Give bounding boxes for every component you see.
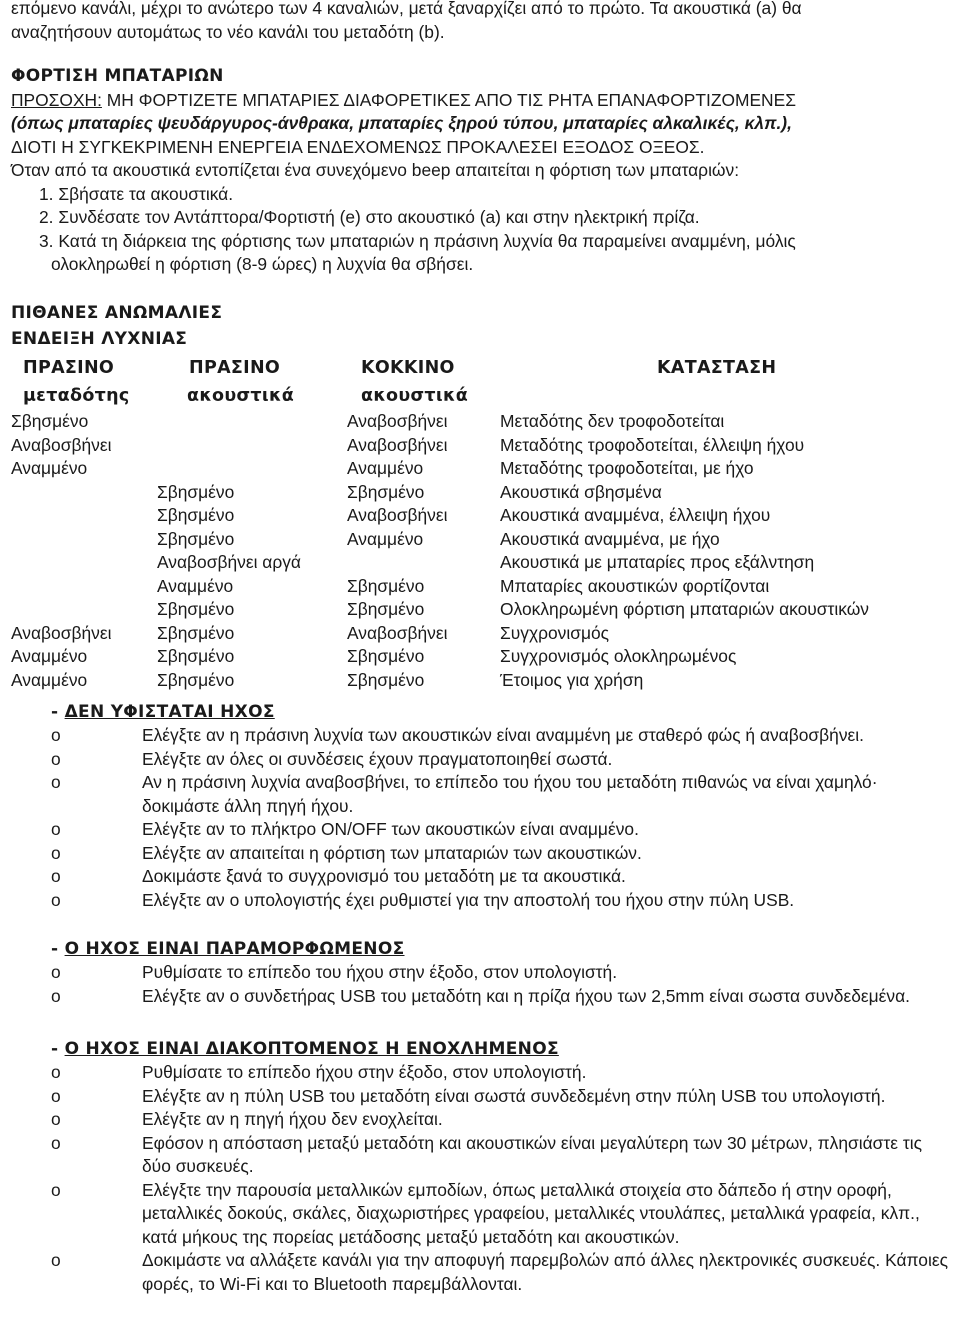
table-row [11,410,950,434]
interrupted-title: - Ο ΗΧΟΣ ΕΙΝΑΙ ΔΙΑΚΟΠΤΟΜΕΝΟΣ Η ΕΝΟΧΛΗΜΕΝΟΣ [51,1039,559,1059]
distorted-list [11,961,951,1008]
list-item-text: Εφόσον η απόσταση μεταξύ μεταδότη και ακουστικών είναι μεγαλύτερη των 30 μέτρων, πλησιάστε τις δύο συσκευές. [142,1132,922,1176]
bullet-marker: o [51,772,61,792]
charging-step: ολοκληρωθεί η φόρτιση (8-9 ώρες) η λυχνία θα σβήσει. [51,254,474,274]
table-row [11,669,950,693]
table-cell [11,551,157,575]
bullet-marker: o [51,889,61,910]
table-cell: Αναβοσβήνει αργά [157,552,301,572]
bullet-marker: o [51,1250,61,1270]
table-cell [11,504,157,528]
charging-title: ΦΟΡΤΙΣΗ ΜΠΑΤΑΡΙΩΝ [11,66,224,86]
charging-step: 2. Συνδέσατε τον Αντάπτορα/Φορτιστή (e) στο ακουστικό (a) και στην ηλεκτρική πρίζα. [39,207,700,227]
list-item [11,1132,951,1179]
status-table [11,354,950,692]
list-item [11,985,951,1009]
table-cell: Σβησμένο [157,622,235,643]
table-row [11,528,950,552]
no-sound-title: - ΔΕΝ ΥΦΙΣΤΑΤΑΙ ΗΧΟΣ [51,702,275,722]
list-item [11,865,951,889]
list-item [11,1179,951,1250]
list-item-text: Ελέγξτε αν η πύλη USB του μεταδότη είναι σωστά συνδεδεμένη στην πύλη USB του υπολογιστή. [142,1085,886,1106]
bullet-marker: o [51,1132,61,1153]
bullet-marker: o [51,1179,61,1200]
list-item-text: Ρυθμίσατε το επίπεδο του ήχου στην έξοδο, στον υπολογιστή. [142,962,618,982]
table-cell: Σβησμένο [11,411,89,431]
table-cell: Σβησμένο [347,481,425,502]
table-header: ΠΡΑΣΙΝΟ ακουστικά [187,358,295,406]
warning-label: ΠΡΟΣΟΧΗ: [11,89,102,110]
table-cell [157,434,347,458]
intro-line: επόμενο κανάλι, μέχρι το ανώτερο των 4 καναλιών, μετά ξαναρχίζει από το πρώτο. Τα ακουστικά (a) θα [11,0,802,18]
no-sound-section [11,700,951,912]
table-cell: Αναμμένο [11,458,88,478]
table-header: ΠΡΑΣΙΝΟ μεταδότης [23,358,130,406]
table-cell: Αναμμένο [347,458,424,478]
bullet-marker: o [51,962,61,982]
table-cell: Σβησμένο [157,481,235,502]
table-row [11,481,950,505]
table-cell: Σβησμένο [157,669,235,690]
list-item [11,842,951,866]
list-item-text: Ρυθμίσατε το επίπεδο ήχου στην έξοδο, στον υπολογιστή. [142,1062,587,1082]
table-cell: Ακουστικά αναμμένα, έλλειψη ήχου [500,505,771,525]
no-sound-list [11,724,951,912]
table-cell: Αναβοσβήνει [347,434,448,455]
anomalies-heading [11,300,222,352]
table-cell: Αναμμένο [11,669,88,690]
table-cell [11,528,157,552]
list-item [11,818,951,842]
intro-paragraph [11,0,802,44]
table-row [11,434,950,458]
table-row [11,575,950,599]
table-cell: Ακουστικά με μπαταρίες προς εξάλντηση [500,552,815,572]
table-row [11,645,950,669]
charging-section [11,65,796,277]
list-item-text: Ελέγξτε την παρουσία μεταλλικών εμποδίων, όπως μεταλλικά στοιχεία στο δάπεδο ή στην οροφή, μεταλλικές δοκούς, σκάλες, διαχωριστήρες γραφείου, μεταλλικές ντουλάπες, μεταλλικά γραφεία, κλπ., κατά μήκους της πορείας μετάδοσης μεταξύ μεταδότη και ακουστικών. [142,1179,920,1247]
bullet-marker: o [51,725,61,745]
list-item-text: Αν η πράσινη λυχνία αναβοσβήνει, το επίπεδο του ήχου του μεταδότη πιθανώς να είναι χαμηλό· δοκιμάστε άλλη πηγή ήχου. [142,772,878,816]
table-cell: Αναμμένο [157,575,234,596]
table-cell: Αναβοσβήνει [347,622,448,643]
warning-reason: ΔΙΟΤΙ Η ΣΥΓΚΕΚΡΙΜΕΝΗ ΕΝΕΡΓΕΙΑ ΕΝΔΕΧΟΜΕΝΩΣ ΠΡΟΚΑΛΕΣΕΙ ΕΞΟΔΟΣ ΟΞΕΟΣ. [11,136,705,157]
list-item-text: Ελέγξτε αν η πηγή ήχου δεν ενοχλείται. [142,1109,443,1129]
table-row [11,622,950,646]
bullet-marker: o [51,748,61,769]
table-row [11,457,950,481]
table-cell: Αναμμένο [347,528,424,549]
warning-text: ΜΗ ΦΟΡΤΙΖΕΤΕ ΜΠΑΤΑΡΙΕΣ ΔΙΑΦΟΡΕΤΙΚΕΣ ΑΠΟ ΤΙΣ ΡΗΤΑ ΕΠΑΝΑΦΟΡΤΙΖΟΜΕΝΕΣ [101,89,796,110]
table-cell: Σβησμένο [347,575,425,596]
table-header: ΚΑΤΑΣΤΑΣΗ [657,358,777,378]
table-cell: Αναμμένο [11,646,88,666]
distorted-title: - Ο ΗΧΟΣ ΕΙΝΑΙ ΠΑΡΑΜΟΡΦΩΜΕΝΟΣ [51,939,405,959]
table-cell: Ολοκληρωμένη φόρτιση μπαταριών ακουστικών [500,599,870,619]
list-item-text: Δοκιμάστε ξανά το συγχρονισμό του μεταδότη με τα ακουστικά. [142,866,626,886]
bullet-marker: o [51,842,61,863]
table-cell [11,598,157,622]
list-item-text: Ελέγξτε αν το πλήκτρο ON/OFF των ακουστικών είναι αναμμένο. [142,819,639,839]
table-cell: Ακουστικά αναμμένα, με ήχο [500,528,720,549]
table-cell: Αναβοσβήνει [11,434,112,455]
table-cell: Σβησμένο [157,505,235,525]
bullet-marker: o [51,1085,61,1106]
list-item [11,724,951,748]
table-cell: Έτοιμος για χρήση [500,669,644,690]
distorted-section [11,937,951,1008]
table-cell: Σβησμένο [157,646,235,666]
table-cell [11,481,157,505]
list-item-text: Ελέγξτε αν ο υπολογιστής έχει ρυθμιστεί για την αποστολή του ήχου στην πύλη USB. [142,889,795,910]
list-item-text: Ελέγξτε αν απαιτείται η φόρτιση των μπαταριών των ακουστικών. [142,842,642,863]
table-row [11,551,950,575]
charging-warning [11,89,796,113]
table-cell [347,551,500,575]
list-item [11,1249,951,1296]
table-cell [157,410,347,434]
list-item-text: Ελέγξτε αν ο συνδετήρας USB του μεταδότη και η πρίζα ήχου των 2,5mm είναι σωστα συνδεδεμένα. [142,985,911,1006]
list-item [11,771,951,818]
table-cell: Σβησμένο [347,669,425,690]
table-cell: Συγχρονισμός [500,622,610,643]
table-cell: Μεταδότης τροφοδοτείται, έλλειψη ήχου [500,434,805,455]
table-cell: Σβησμένο [157,599,235,619]
bullet-marker: o [51,819,61,839]
interrupted-list [11,1061,951,1296]
list-item [11,889,951,913]
table-header: ΚΟΚΚΙΝΟ ακουστικά [361,358,469,406]
table-cell: Μεταδότης δεν τροφοδοτείται [500,411,725,431]
bullet-marker: o [51,1109,61,1129]
interrupted-section [11,1037,951,1296]
table-cell: Σβησμένο [157,528,235,549]
table-cell: Σβησμένο [347,599,425,619]
charging-step: 1. Σβήσατε τα ακουστικά. [39,183,234,204]
table-row [11,504,950,528]
table-cell: Μπαταρίες ακουστικών φορτίζονται [500,575,770,596]
table-cell [157,457,347,481]
table-cell: Σβησμένο [347,646,425,666]
table-cell: Αναβοσβήνει [11,622,112,643]
list-item-text: Ελέγξτε αν η πράσινη λυχνία των ακουστικών είναι αναμμένη με σταθερό φώς ή αναβοσβήνει. [142,725,864,745]
table-cell: Μεταδότης τροφοδοτείται, με ήχο [500,458,754,478]
table-header-row [11,354,950,410]
bullet-marker: o [51,985,61,1006]
list-item [11,1085,951,1109]
table-cell: Αναβοσβήνει [347,411,448,431]
anomalies-title: ΠΙΘΑΝΕΣ ΑΝΩΜΑΛΙΕΣ [11,303,223,323]
warning-italic: (όπως μπαταρίες ψευδάργυρος-άνθρακα, μπαταρίες ξηρού τύπου, μπαταρίες αλκαλικές, κλπ.), [11,113,792,133]
indicator-subtitle: ΕΝΔΕΙΞΗ ΛΥΧΝΙΑΣ [11,329,188,349]
intro-line: αναζητήσουν αυτομάτως το νέο κανάλι του μεταδότη (b). [11,21,445,42]
bullet-marker: o [51,1062,61,1082]
bullet-marker: o [51,866,61,886]
beep-text: Όταν από τα ακουστικά εντοπίζεται ένα συνεχόμενο beep απαιτείται η φόρτιση των μπαταριών: [11,160,740,180]
list-item-text: Ελέγξτε αν όλες οι συνδέσεις έχουν πραγματοποιηθεί σωστά. [142,748,613,769]
table-cell [11,575,157,599]
list-item [11,961,951,985]
table-cell: Συγχρονισμός ολοκληρωμένος [500,646,737,666]
list-item [11,1108,951,1132]
table-cell: Αναβοσβήνει [347,505,448,525]
charging-step: 3. Κατά τη διάρκεια της φόρτισης των μπαταριών η πράσινη λυχνία θα παραμείνει αναμμένη, μόλις [39,230,796,251]
list-item [11,1061,951,1085]
list-item-text: Δοκιμάστε να αλλάξετε κανάλι για την αποφυγή παρεμβολών από άλλες ηλεκτρονικές συσκευές. Κάποιες φορές, το Wi-Fi και το Bluetooth παρεμβάλλονται. [142,1250,948,1294]
table-cell: Ακουστικά σβησμένα [500,481,662,502]
list-item [11,748,951,772]
table-row [11,598,950,622]
